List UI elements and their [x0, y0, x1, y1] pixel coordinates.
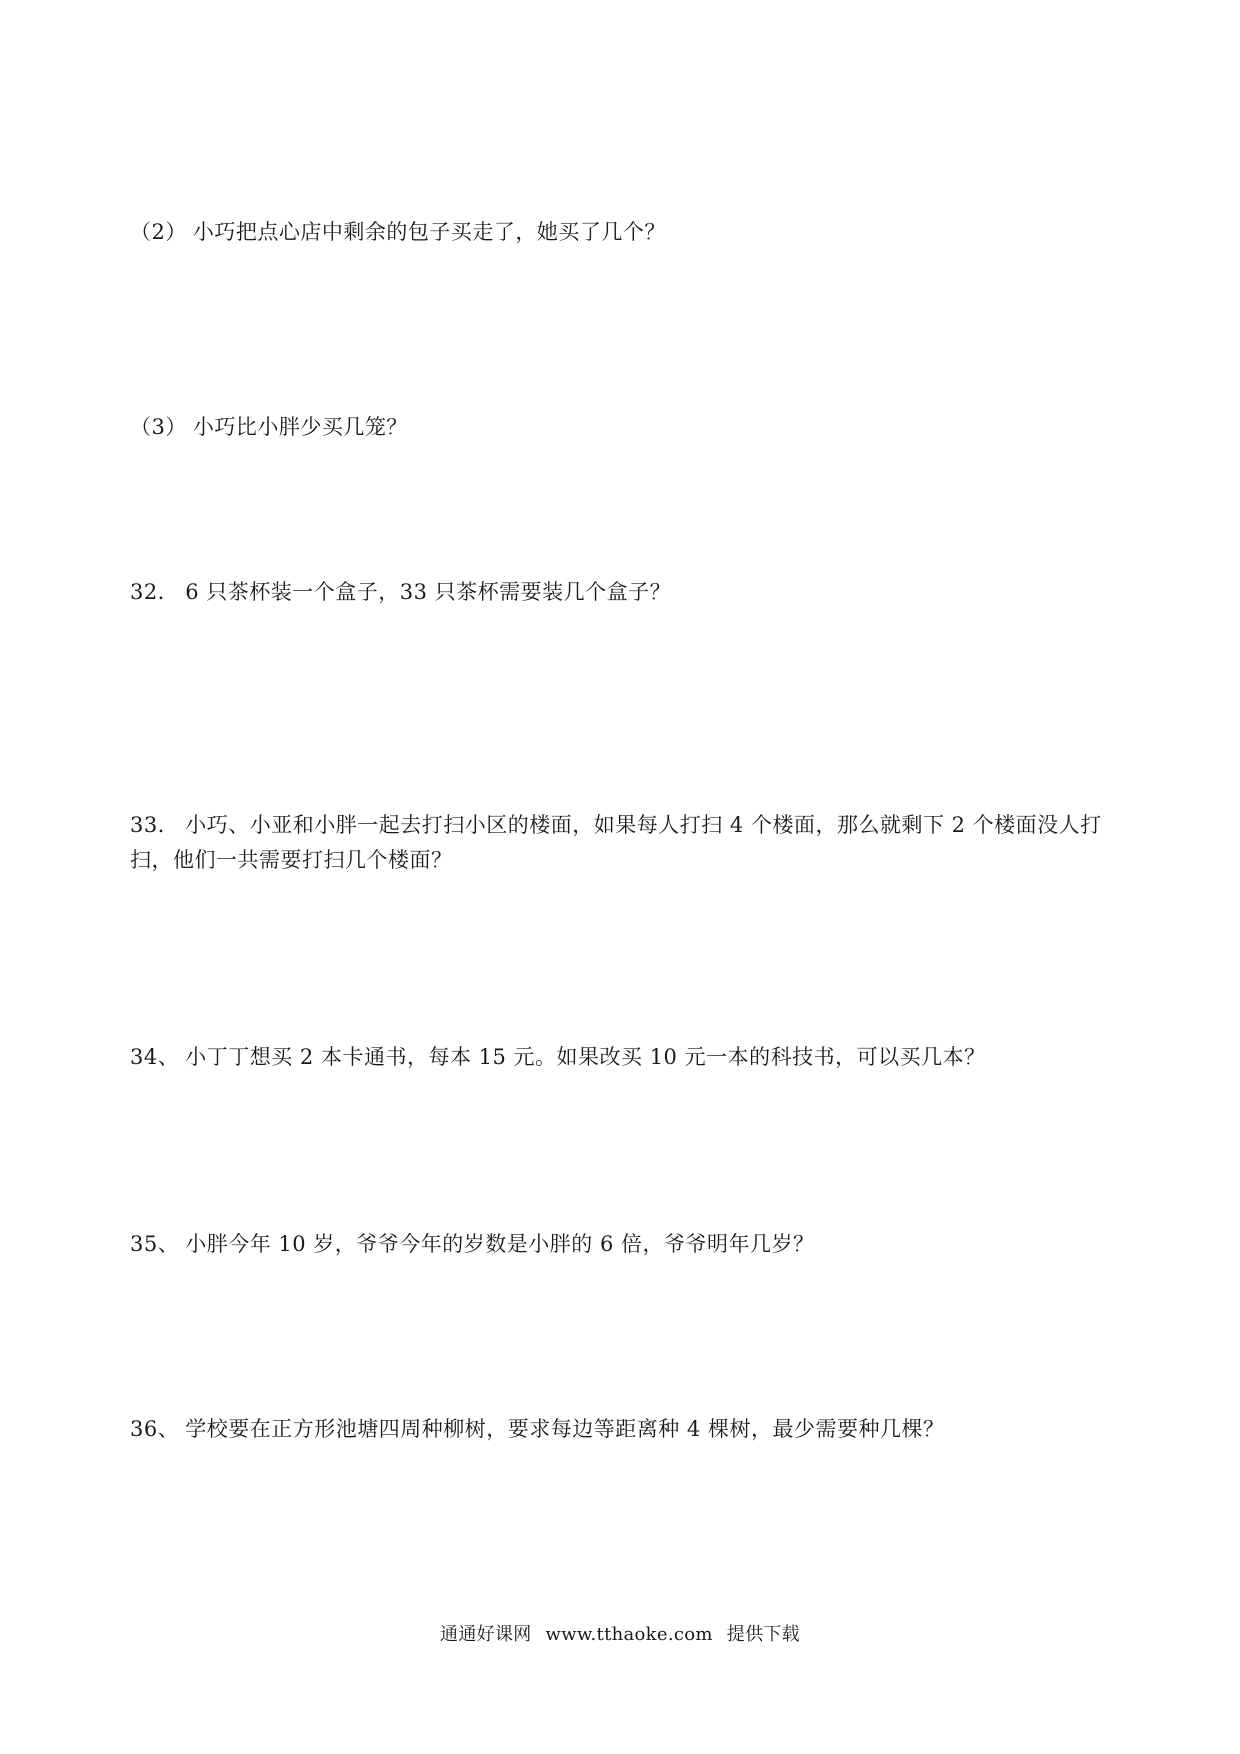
- question-label: （2）: [130, 220, 187, 244]
- question-label: 35、: [130, 1232, 180, 1256]
- question-36: [130, 1412, 1130, 1447]
- question-text: 学校要在正方形池塘四周种柳树，要求每边等距离种 4 棵树，最少需要种几棵？: [185, 1417, 945, 1441]
- question-text: 小巧、小亚和小胖一起去打扫小区的楼面，如果每人打扫 4 个楼面，那么就剩下 2 个楼面没人打扫，他们一共需要打扫几个楼面？: [130, 813, 1102, 872]
- question-text: 小巧把点心店中剩余的包子买走了，她买了几个？: [192, 220, 666, 244]
- question-label: 33．: [130, 813, 180, 837]
- page-footer: [0, 1620, 1240, 1646]
- footer-suffix: 提供下载: [726, 1624, 800, 1645]
- footer-site-name: 通通好课网: [440, 1624, 532, 1645]
- question-text: 小胖今年 10 岁，爷爷今年的岁数是小胖的 6 倍，爷爷明年几岁？: [185, 1232, 815, 1256]
- question-35: [130, 1227, 1130, 1262]
- question-label: 36、: [130, 1417, 180, 1441]
- question-label: 32．: [130, 580, 180, 604]
- question-text: 小巧比小胖少买几笼？: [192, 415, 408, 439]
- question-text: 6 只茶杯装一个盒子，33 只茶杯需要装几个盒子？: [185, 580, 672, 604]
- question-33: [130, 808, 1140, 878]
- question-34: [130, 1040, 1130, 1075]
- question-32: [130, 575, 1130, 610]
- question-label: 34、: [130, 1045, 180, 1069]
- question-3: [130, 410, 1130, 445]
- question-2: [130, 215, 1130, 250]
- question-text: 小丁丁想买 2 本卡通书，每本 15 元。如果改买 10 元一本的科技书，可以买几本？: [185, 1045, 986, 1069]
- question-label: （3）: [130, 415, 187, 439]
- footer-site-url: www.tthaoke.com: [545, 1624, 713, 1645]
